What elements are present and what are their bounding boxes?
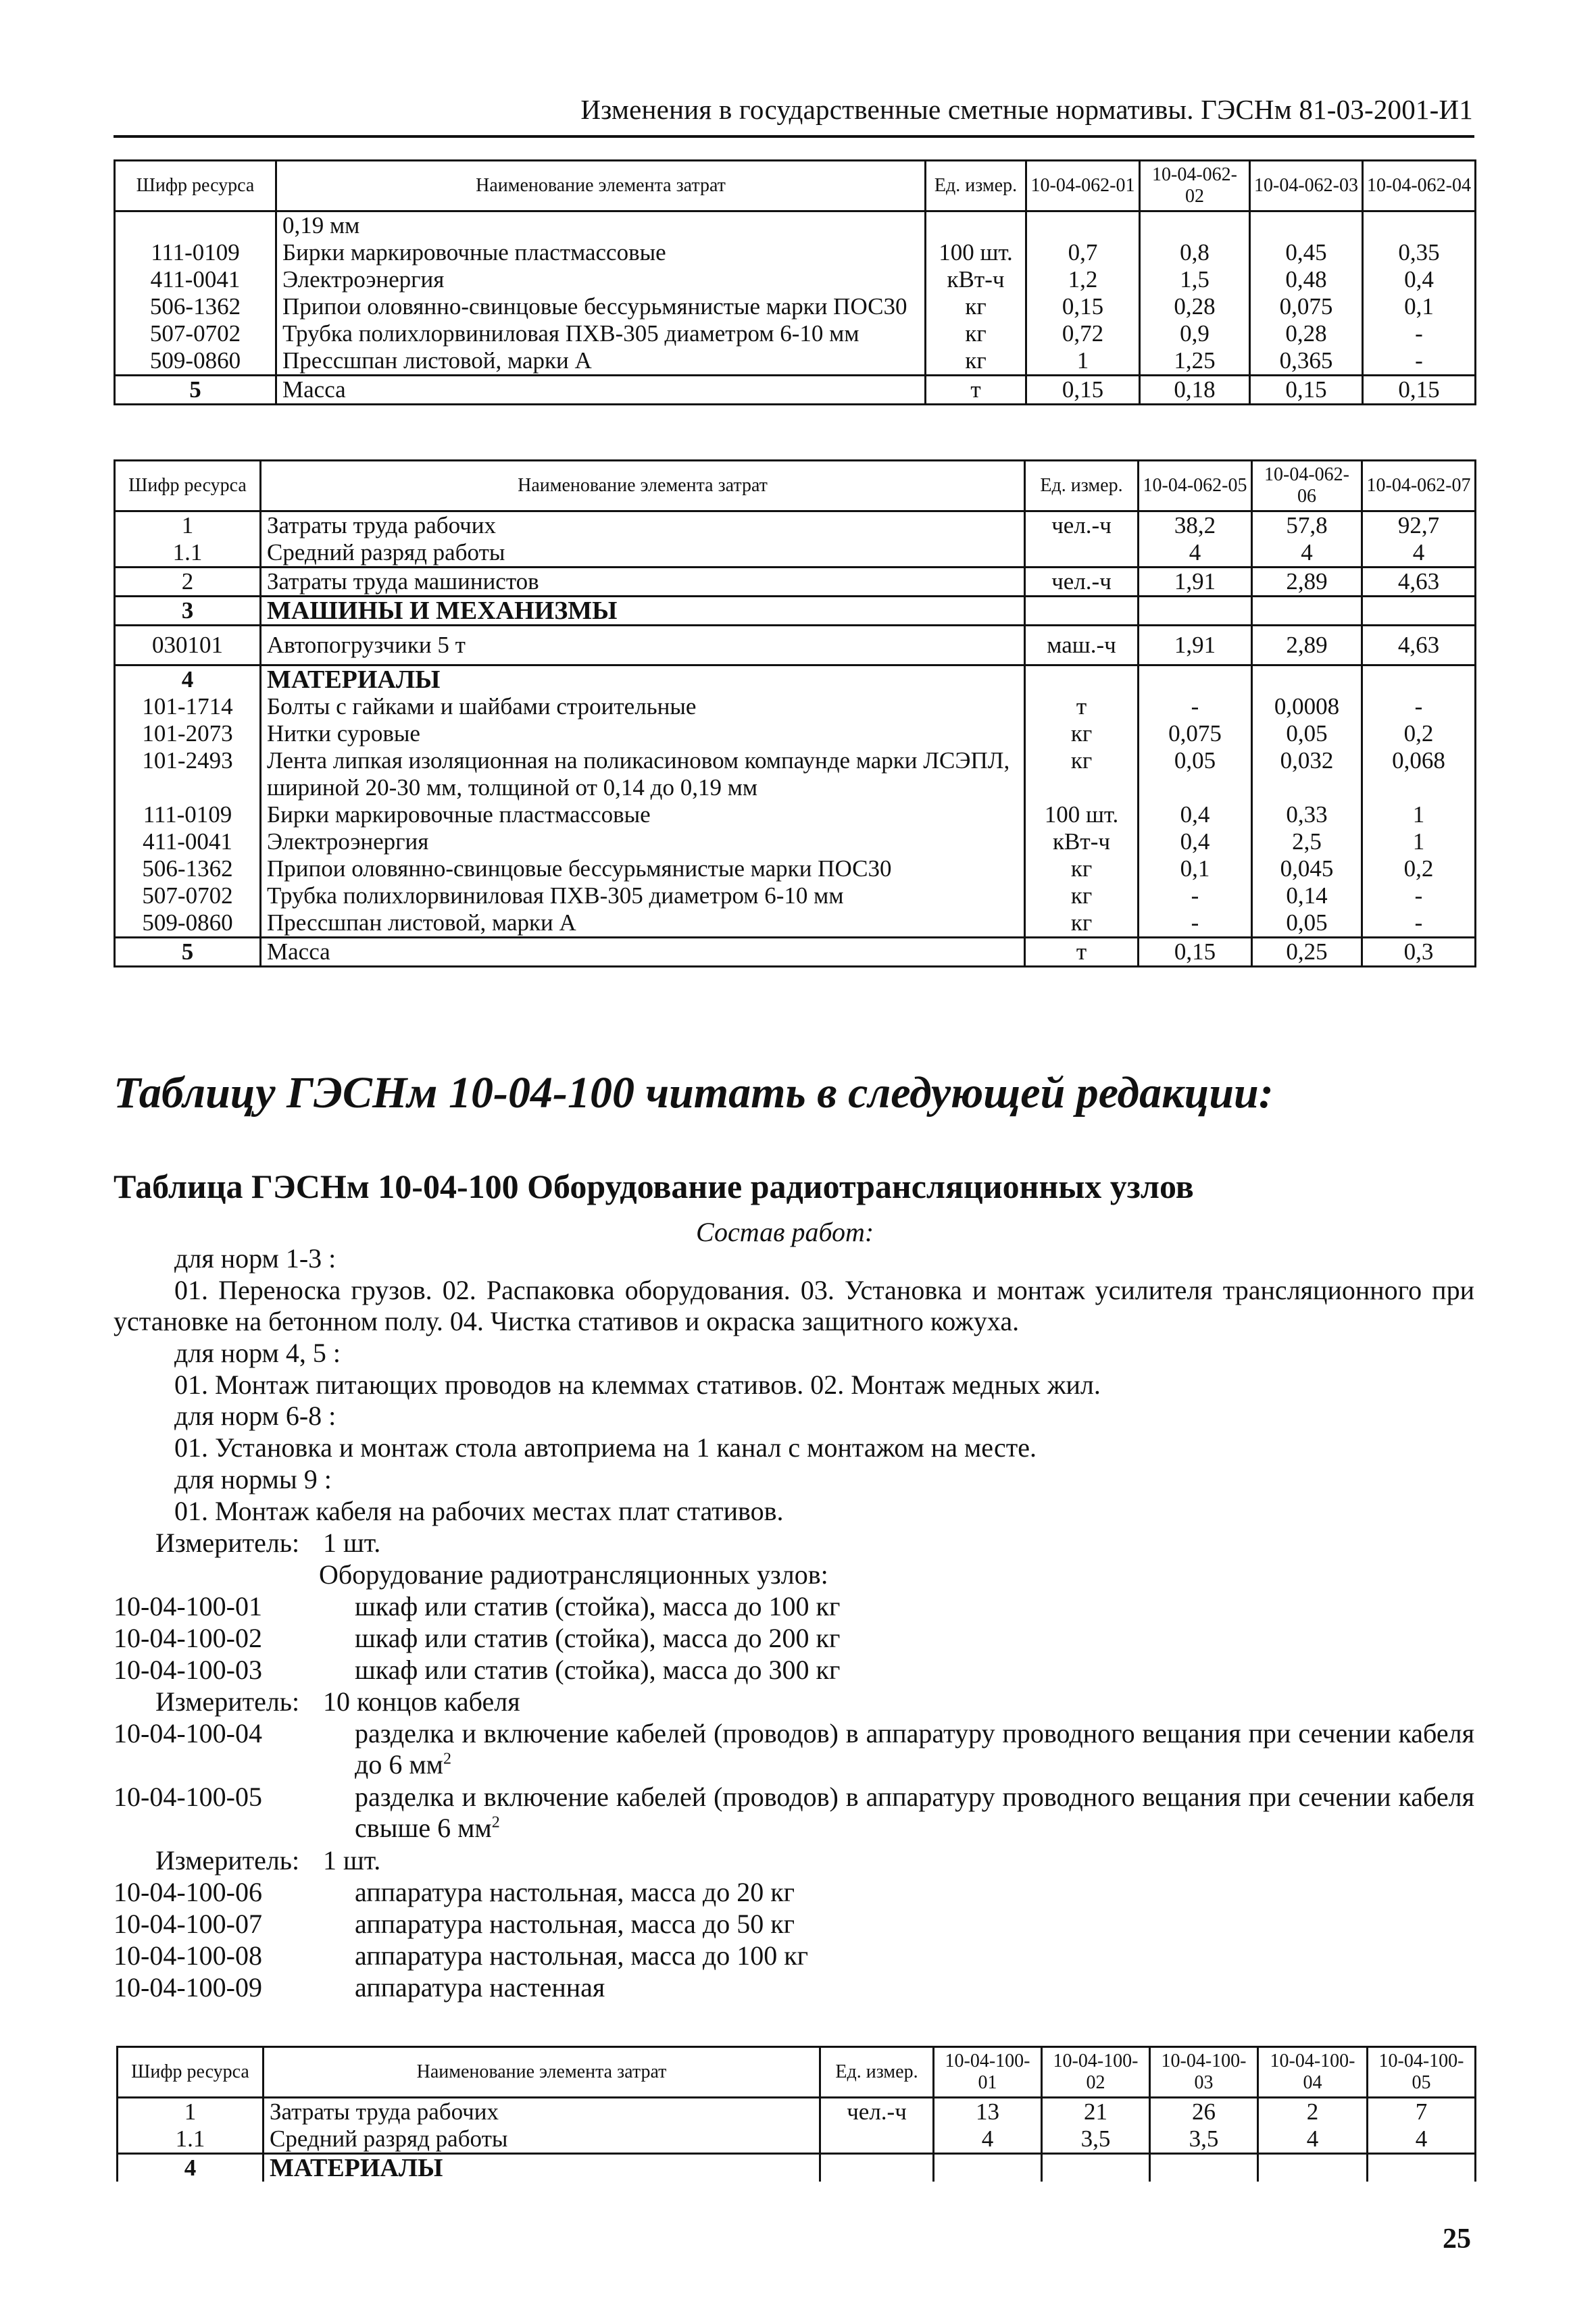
norm-value: 0,365 bbox=[1250, 347, 1363, 376]
resource-unit: кг bbox=[926, 347, 1026, 376]
norm-value: 0,05 bbox=[1252, 720, 1362, 747]
norm-value: 7 bbox=[1368, 2098, 1476, 2126]
col-header-norm: 10-04-062-07 bbox=[1362, 461, 1476, 511]
works-text: 01. Монтаж кабеля на рабочих местах плат стативов. bbox=[174, 1496, 784, 1526]
norm-value: 0,075 bbox=[1139, 720, 1252, 747]
col-header-norm: 10-04-062-04 bbox=[1363, 161, 1476, 211]
norm-value: 2,5 bbox=[1252, 828, 1362, 855]
norm-value: 0,25 bbox=[1252, 938, 1362, 967]
resource-name: Затраты труда рабочих bbox=[261, 511, 1025, 540]
norm-code: 10-04-100-02 bbox=[114, 1623, 262, 1653]
norm-value bbox=[1042, 2154, 1150, 2182]
table-row bbox=[115, 626, 1476, 665]
resource-name: Нитки суровые bbox=[261, 720, 1025, 747]
norm-value: 26 bbox=[1150, 2098, 1258, 2126]
resource-unit bbox=[926, 211, 1026, 240]
resource-name: Электроэнергия bbox=[261, 828, 1025, 855]
resource-code: 506-1362 bbox=[115, 855, 261, 882]
norm-value: - bbox=[1362, 693, 1476, 720]
norm-value bbox=[1252, 665, 1362, 694]
resource-unit: кг bbox=[926, 293, 1026, 320]
resource-unit: т bbox=[926, 376, 1026, 405]
resource-table-062-05-07 bbox=[114, 459, 1476, 967]
resource-unit: чел.-ч bbox=[1025, 568, 1139, 597]
resource-unit: кВт-ч bbox=[1025, 828, 1139, 855]
resource-code: 4 bbox=[115, 665, 261, 694]
meter-label: Измеритель: bbox=[155, 1528, 300, 1558]
norm-value: 1,2 bbox=[1026, 266, 1140, 293]
resource-code: 1 bbox=[118, 2098, 264, 2126]
norm-value bbox=[1139, 597, 1252, 626]
resource-name: Припои оловянно-свинцовые бессурьмянистые марки ПОС30 bbox=[276, 293, 926, 320]
norm-value: 4,63 bbox=[1362, 568, 1476, 597]
norm-value: 0,45 bbox=[1250, 239, 1363, 266]
norm-value: 1,91 bbox=[1139, 626, 1252, 665]
resource-unit: кг bbox=[1025, 720, 1139, 747]
norm-value bbox=[1140, 211, 1250, 240]
resource-code: 1.1 bbox=[115, 539, 261, 568]
table-header-row bbox=[118, 2047, 1476, 2098]
norm-description bbox=[355, 1782, 1474, 1844]
resource-code: 2 bbox=[115, 568, 261, 597]
section-title: МАТЕРИАЛЫ bbox=[261, 665, 1025, 694]
norm-value: 3,5 bbox=[1150, 2126, 1258, 2154]
resource-code: 030101 bbox=[115, 626, 261, 665]
norm-value bbox=[1026, 211, 1140, 240]
norm-value: 0,1 bbox=[1363, 293, 1476, 320]
resource-unit: кг bbox=[926, 320, 1026, 347]
norm-description: аппаратура настольная, масса до 50 кг bbox=[355, 1909, 795, 1939]
norm-value: 4 bbox=[1139, 539, 1252, 568]
works-text: 01. Переноска грузов. 02. Распаковка оборудования. 03. Установка и монтаж усилителя трансляционного при установке на бетонном полу. 04. Чистка стативов и окраска защитного кожуха. bbox=[114, 1275, 1474, 1336]
norm-value bbox=[1363, 211, 1476, 240]
resource-name: Электроэнергия bbox=[276, 266, 926, 293]
resource-name: Болты с гайками и шайбами строительные bbox=[261, 693, 1025, 720]
resource-table-062-01-04 bbox=[114, 159, 1476, 405]
section-heading: Таблицу ГЭСНм 10-04-100 читать в следующей редакции: bbox=[114, 1068, 1274, 1117]
norm-code: 10-04-100-01 bbox=[114, 1591, 262, 1621]
table-row bbox=[115, 347, 1476, 376]
resource-code: 111-0109 bbox=[115, 239, 276, 266]
col-header-norm: 10-04-100-04 bbox=[1258, 2047, 1368, 2098]
norm-value: 0,8 bbox=[1140, 239, 1250, 266]
resource-code: 101-2493 bbox=[115, 747, 261, 801]
col-header-unit: Ед. измер. bbox=[926, 161, 1026, 211]
norm-value: 0,15 bbox=[1026, 293, 1140, 320]
table-title: Таблица ГЭСНм 10-04-100 Оборудование радиотрансляционных узлов bbox=[114, 1167, 1194, 1205]
col-header-norm: 10-04-062-03 bbox=[1250, 161, 1363, 211]
resource-code: 507-0702 bbox=[115, 320, 276, 347]
norm-value: 0,48 bbox=[1250, 266, 1363, 293]
norm-value: 92,7 bbox=[1362, 511, 1476, 540]
table-row bbox=[118, 2126, 1476, 2154]
norm-value: 4,63 bbox=[1362, 626, 1476, 665]
norm-value: 0,7 bbox=[1026, 239, 1140, 266]
norm-value: 13 bbox=[934, 2098, 1042, 2126]
norm-value: - bbox=[1362, 882, 1476, 909]
resource-name: Трубка полихлорвиниловая ПХВ-305 диаметром 6-10 мм bbox=[276, 320, 926, 347]
norm-description: аппаратура настенная bbox=[355, 1972, 605, 2003]
meter-value: 1 шт. bbox=[323, 1528, 381, 1558]
meter-value: 10 концов кабеля bbox=[323, 1686, 520, 1717]
norm-value: 0,4 bbox=[1139, 801, 1252, 828]
norm-group-title: Оборудование радиотрансляционных узлов: bbox=[319, 1559, 828, 1590]
table-row-mass bbox=[115, 938, 1476, 967]
resource-code: 507-0702 bbox=[115, 882, 261, 909]
norm-value: 0,35 bbox=[1363, 239, 1476, 266]
col-header-unit: Ед. измер. bbox=[820, 2047, 934, 2098]
norm-value: 0,28 bbox=[1140, 293, 1250, 320]
norm-value: 1,5 bbox=[1140, 266, 1250, 293]
norm-value: 4 bbox=[1362, 539, 1476, 568]
norm-code: 10-04-100-06 bbox=[114, 1877, 262, 1907]
col-header-name: Наименование элемента затрат bbox=[264, 2047, 820, 2098]
norm-value: 0,3 bbox=[1362, 938, 1476, 967]
resource-unit: кг bbox=[1025, 909, 1139, 938]
col-header-code: Шифр ресурса bbox=[118, 2047, 264, 2098]
norm-value: 1,25 bbox=[1140, 347, 1250, 376]
norm-description-text: разделка и включение кабелей (проводов) в аппаратуру проводного вещания при сечении кабеля свыше 6 мм bbox=[355, 1782, 1474, 1843]
resource-name: Затраты труда машинистов bbox=[261, 568, 1025, 597]
table-row bbox=[118, 2098, 1476, 2126]
norm-value: 0,18 bbox=[1140, 376, 1250, 405]
col-header-norm: 10-04-100-03 bbox=[1150, 2047, 1258, 2098]
resource-name: Масса bbox=[276, 376, 926, 405]
table-row bbox=[115, 511, 1476, 540]
norm-value: 0,14 bbox=[1252, 882, 1362, 909]
resource-unit: чел.-ч bbox=[820, 2098, 934, 2126]
norm-value: 0,05 bbox=[1252, 909, 1362, 938]
norm-value bbox=[1150, 2154, 1258, 2182]
resource-code: 101-1714 bbox=[115, 693, 261, 720]
norm-value: - bbox=[1139, 882, 1252, 909]
resource-code: 506-1362 bbox=[115, 293, 276, 320]
norm-value: 0,9 bbox=[1140, 320, 1250, 347]
norm-value: 57,8 bbox=[1252, 511, 1362, 540]
norm-description: шкаф или статив (стойка), масса до 300 кг bbox=[355, 1655, 841, 1685]
norm-value bbox=[1250, 211, 1363, 240]
composition-label: Состав работ: bbox=[696, 1217, 874, 1247]
norm-description: шкаф или статив (стойка), масса до 100 кг bbox=[355, 1591, 841, 1621]
norm-value: 0,15 bbox=[1363, 376, 1476, 405]
table-row bbox=[115, 882, 1476, 909]
resource-unit: кг bbox=[1025, 855, 1139, 882]
resource-unit: 100 шт. bbox=[926, 239, 1026, 266]
resource-name: Бирки маркировочные пластмассовые bbox=[261, 801, 1025, 828]
resource-name: Припои оловянно-свинцовые бессурьмянистые марки ПОС30 bbox=[261, 855, 1025, 882]
meter-label: Измеритель: bbox=[155, 1686, 300, 1717]
resource-name: Масса bbox=[261, 938, 1025, 967]
resource-unit bbox=[820, 2154, 934, 2182]
col-header-norm: 10-04-062-05 bbox=[1139, 461, 1252, 511]
page-number: 25 bbox=[1443, 2223, 1471, 2255]
norm-value: - bbox=[1139, 693, 1252, 720]
resource-unit: 100 шт. bbox=[1025, 801, 1139, 828]
resource-name: Прессшпан листовой, марки А bbox=[276, 347, 926, 376]
norm-code: 10-04-100-03 bbox=[114, 1655, 262, 1685]
resource-unit: чел.-ч bbox=[1025, 511, 1139, 540]
norm-value: 0,032 bbox=[1252, 747, 1362, 801]
norm-value: 0,2 bbox=[1362, 855, 1476, 882]
resource-code: 3 bbox=[115, 597, 261, 626]
resource-name: Бирки маркировочные пластмассовые bbox=[276, 239, 926, 266]
norm-value bbox=[1258, 2154, 1368, 2182]
resource-unit: кг bbox=[1025, 747, 1139, 801]
norm-code: 10-04-100-04 bbox=[114, 1718, 262, 1749]
norm-value: 0,28 bbox=[1250, 320, 1363, 347]
norm-value: - bbox=[1363, 347, 1476, 376]
norm-value: 1 bbox=[1026, 347, 1140, 376]
works-label: для норм 4, 5 : bbox=[174, 1338, 341, 1368]
norm-value: 1 bbox=[1362, 801, 1476, 828]
resource-unit: кг bbox=[1025, 882, 1139, 909]
norm-value: 4 bbox=[1258, 2126, 1368, 2154]
norm-value: - bbox=[1362, 909, 1476, 938]
table-row bbox=[115, 293, 1476, 320]
norm-value: - bbox=[1139, 909, 1252, 938]
resource-code: 111-0109 bbox=[115, 801, 261, 828]
works-text: 01. Монтаж питающих проводов на клеммах стативов. 02. Монтаж медных жил. bbox=[174, 1369, 1101, 1400]
table-row bbox=[115, 320, 1476, 347]
works-text: 01. Установка и монтаж стола автоприема на 1 канал с монтажом на месте. bbox=[174, 1432, 1037, 1463]
table-row bbox=[115, 801, 1476, 828]
table-section-row bbox=[115, 665, 1476, 694]
table-row bbox=[115, 539, 1476, 568]
resource-unit: т bbox=[1025, 938, 1139, 967]
norm-value: 0,075 bbox=[1250, 293, 1363, 320]
norm-value: 0,33 bbox=[1252, 801, 1362, 828]
works-label: для норм 6-8 : bbox=[174, 1401, 336, 1431]
norm-value bbox=[1362, 597, 1476, 626]
norm-value bbox=[1362, 665, 1476, 694]
col-header-name: Наименование элемента затрат bbox=[261, 461, 1025, 511]
norm-value bbox=[1139, 665, 1252, 694]
table-row bbox=[115, 828, 1476, 855]
resource-code: 411-0041 bbox=[115, 828, 261, 855]
resource-code: 509-0860 bbox=[115, 347, 276, 376]
table-section-row bbox=[115, 597, 1476, 626]
col-header-norm: 10-04-062-01 bbox=[1026, 161, 1140, 211]
section-title: МАТЕРИАЛЫ bbox=[264, 2154, 820, 2182]
resource-unit bbox=[1025, 665, 1139, 694]
section-title: МАШИНЫ И МЕХАНИЗМЫ bbox=[261, 597, 1025, 626]
resource-code: 411-0041 bbox=[115, 266, 276, 293]
resource-code bbox=[115, 211, 276, 240]
table-row bbox=[115, 239, 1476, 266]
resource-name: Лента липкая изоляционная на поликасиновом компаунде марки ЛСЭПЛ, шириной 20-30 мм, толщиной от 0,14 до 0,19 мм bbox=[261, 747, 1025, 801]
table-row bbox=[115, 693, 1476, 720]
resource-name: Средний разряд работы bbox=[261, 539, 1025, 568]
norm-value: - bbox=[1363, 320, 1476, 347]
norm-value: 0,15 bbox=[1250, 376, 1363, 405]
table-header-row bbox=[115, 161, 1476, 211]
norm-value: 0,2 bbox=[1362, 720, 1476, 747]
norm-value: 0,1 bbox=[1139, 855, 1252, 882]
col-header-norm: 10-04-062-06 bbox=[1252, 461, 1362, 511]
norm-value: 0,4 bbox=[1363, 266, 1476, 293]
running-header: Изменения в государственные сметные нормативы. ГЭСНм 81-03-2001-И1 bbox=[580, 94, 1473, 125]
table-row bbox=[115, 720, 1476, 747]
norm-value: 4 bbox=[1252, 539, 1362, 568]
resource-name: Прессшпан листовой, марки А bbox=[261, 909, 1025, 938]
resource-unit: т bbox=[1025, 693, 1139, 720]
header-rule bbox=[114, 135, 1474, 138]
table-row bbox=[115, 211, 1476, 240]
norm-description bbox=[355, 1718, 1474, 1780]
norm-value: 4 bbox=[1368, 2126, 1476, 2154]
norm-value: 0,72 bbox=[1026, 320, 1140, 347]
resource-name: Средний разряд работы bbox=[264, 2126, 820, 2154]
resource-code: 5 bbox=[115, 938, 261, 967]
norm-code: 10-04-100-09 bbox=[114, 1972, 262, 2003]
col-header-code: Шифр ресурса bbox=[115, 161, 276, 211]
resource-name: Трубка полихлорвиниловая ПХВ-305 диаметром 6-10 мм bbox=[261, 882, 1025, 909]
table-section-row bbox=[118, 2154, 1476, 2182]
norm-value: 2 bbox=[1258, 2098, 1368, 2126]
works-label: для норм 1-3 : bbox=[174, 1243, 336, 1274]
norm-description: аппаратура настольная, масса до 100 кг bbox=[355, 1940, 809, 1971]
norm-value: 0,068 bbox=[1362, 747, 1476, 801]
resource-code: 1 bbox=[115, 511, 261, 540]
resource-name: Автопогрузчики 5 т bbox=[261, 626, 1025, 665]
resource-unit bbox=[1025, 539, 1139, 568]
norm-code: 10-04-100-08 bbox=[114, 1940, 262, 1971]
table-row-mass bbox=[115, 376, 1476, 405]
norm-value: 0,15 bbox=[1139, 938, 1252, 967]
norm-value: 0,4 bbox=[1139, 828, 1252, 855]
resource-code: 5 bbox=[115, 376, 276, 405]
table-row bbox=[115, 568, 1476, 597]
resource-name: Затраты труда рабочих bbox=[264, 2098, 820, 2126]
table-row bbox=[115, 266, 1476, 293]
col-header-norm: 10-04-062-02 bbox=[1140, 161, 1250, 211]
col-header-norm: 10-04-100-02 bbox=[1042, 2047, 1150, 2098]
norm-description: шкаф или статив (стойка), масса до 200 кг bbox=[355, 1623, 841, 1653]
norm-value: 0,045 bbox=[1252, 855, 1362, 882]
meter-label: Измеритель: bbox=[155, 1845, 300, 1876]
resource-unit bbox=[820, 2126, 934, 2154]
norm-value: 21 bbox=[1042, 2098, 1150, 2126]
col-header-norm: 10-04-100-01 bbox=[934, 2047, 1042, 2098]
resource-code: 101-2073 bbox=[115, 720, 261, 747]
table-row bbox=[115, 909, 1476, 938]
table-row bbox=[115, 747, 1476, 801]
col-header-name: Наименование элемента затрат bbox=[276, 161, 926, 211]
norm-value: 2,89 bbox=[1252, 568, 1362, 597]
col-header-norm: 10-04-100-05 bbox=[1368, 2047, 1476, 2098]
norm-value: 1 bbox=[1362, 828, 1476, 855]
resource-code: 1.1 bbox=[118, 2126, 264, 2154]
norm-value: 0,05 bbox=[1139, 747, 1252, 801]
norm-value: 2,89 bbox=[1252, 626, 1362, 665]
norm-value: 0,15 bbox=[1026, 376, 1140, 405]
norm-value bbox=[1368, 2154, 1476, 2182]
resource-name: 0,19 мм bbox=[276, 211, 926, 240]
norm-code: 10-04-100-07 bbox=[114, 1909, 262, 1939]
superscript: 2 bbox=[491, 1813, 500, 1832]
norm-value bbox=[1252, 597, 1362, 626]
norm-value: 1,91 bbox=[1139, 568, 1252, 597]
resource-table-100-01-05 bbox=[116, 2046, 1476, 2182]
norm-description-text: разделка и включение кабелей (проводов) в аппаратуру проводного вещания при сечении кабеля до 6 мм bbox=[355, 1718, 1474, 1780]
norm-value: 38,2 bbox=[1139, 511, 1252, 540]
table-header-row bbox=[115, 461, 1476, 511]
resource-unit: маш.-ч bbox=[1025, 626, 1139, 665]
resource-unit bbox=[1025, 597, 1139, 626]
norm-value: 3,5 bbox=[1042, 2126, 1150, 2154]
norm-value bbox=[934, 2154, 1042, 2182]
works-label: для нормы 9 : bbox=[174, 1464, 332, 1494]
norm-code: 10-04-100-05 bbox=[114, 1782, 262, 1812]
meter-value: 1 шт. bbox=[323, 1845, 381, 1876]
resource-code: 509-0860 bbox=[115, 909, 261, 938]
norm-description: аппаратура настольная, масса до 20 кг bbox=[355, 1877, 795, 1907]
col-header-unit: Ед. измер. bbox=[1025, 461, 1139, 511]
col-header-code: Шифр ресурса bbox=[115, 461, 261, 511]
resource-code: 4 bbox=[118, 2154, 264, 2182]
table-row bbox=[115, 855, 1476, 882]
resource-unit: кВт-ч bbox=[926, 266, 1026, 293]
norm-value: 4 bbox=[934, 2126, 1042, 2154]
norm-value: 0,0008 bbox=[1252, 693, 1362, 720]
superscript: 2 bbox=[443, 1750, 451, 1768]
